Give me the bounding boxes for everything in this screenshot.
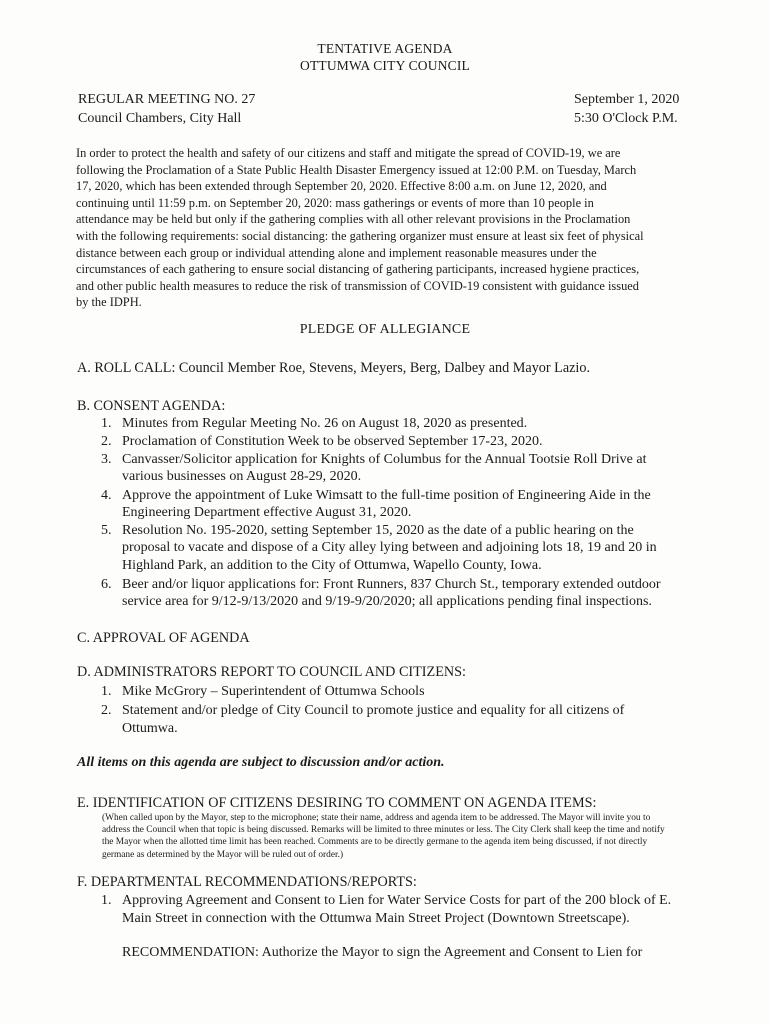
list-number: 2. xyxy=(101,434,112,449)
list-item: Resolution No. 195-2020, setting September 15, 2020 as the date of a public hearing on the xyxy=(122,523,634,538)
list-item-continued: Engineering Department effective August 31, 2020. xyxy=(122,505,412,520)
departmental-heading: F. DEPARTMENTAL RECOMMENDATIONS/REPORTS: xyxy=(77,874,417,890)
list-item: Minutes from Regular Meeting No. 26 on August 18, 2020 as presented. xyxy=(122,416,528,431)
list-item-continued: Main Street in connection with the Ottumwa Main Street Project (Downtown Streetscape). xyxy=(122,911,630,926)
list-number: 1. xyxy=(101,416,112,431)
meeting-location: Council Chambers, City Hall xyxy=(78,111,242,126)
notice-line: with the following requirements: social distancing: the gathering organizer must ensure at least six feet of physical xyxy=(76,228,644,243)
recommendation: RECOMMENDATION: Authorize the Mayor to sign the Agreement and Consent to Lien for xyxy=(122,945,643,960)
list-item: Beer and/or liquor applications for: Front Runners, 837 Church St., temporary extended outdoor xyxy=(122,577,661,592)
notice-line: distance between each group or individual attending alone and implement reasonable measures under the xyxy=(76,245,597,260)
notice-line: and other public health measures to reduce the risk of transmission of COVID-19 consistent with guidance issued xyxy=(76,278,639,293)
pledge-heading: PLEDGE OF ALLEGIANCE xyxy=(299,322,471,337)
list-item: Approving Agreement and Consent to Lien for Water Service Costs for part of the 200 block of E. xyxy=(122,893,672,908)
citizen-comment-rules xyxy=(102,812,665,861)
list-number: 1. xyxy=(101,893,112,908)
notice-line: following the Proclamation of a State Public Health Disaster Emergency issued at 12:00 P.M. on Tuesday, March xyxy=(76,162,637,177)
list-item-continued: various businesses on August 28-29, 2020. xyxy=(122,469,362,484)
rules-line: the Mayor when the allotted time limit has been reached. Comments are to be directly germane to the agenda item being discussed, if not directly xyxy=(102,837,648,848)
list-item: Canvasser/Solicitor application for Knights of Columbus for the Annual Tootsie Roll Drive at xyxy=(122,452,647,467)
notice-line: 17, 2020, which has been extended through September 20, 2020. Effective 8:00 a.m. on June 12, 2020, and xyxy=(76,179,607,194)
list-item: Proclamation of Constitution Week to be observed September 17-23, 2020. xyxy=(122,434,543,449)
agenda-title: TENTATIVE AGENDA xyxy=(317,41,453,56)
list-item: Mike McGrory – Superintendent of Ottumwa Schools xyxy=(122,684,425,699)
notice-line: circumstances of each gathering to ensure social distancing of gathering participants, increased hygiene practices, xyxy=(76,262,640,277)
list-item-continued: service area for 9/12-9/13/2020 and 9/19-9/20/2020; all applications pending final inspections. xyxy=(122,594,652,609)
list-number: 3. xyxy=(101,452,112,467)
notice-line: continuing until 11:59 p.m. on September 20, 2020: mass gatherings or events of more than 10 people in xyxy=(76,195,594,210)
approval-of-agenda: C. APPROVAL OF AGENDA xyxy=(77,630,250,646)
list-number: 5. xyxy=(101,523,112,538)
meeting-number: REGULAR MEETING NO. 27 xyxy=(78,92,256,107)
meeting-time: 5:30 O'Clock P.M. xyxy=(574,111,678,126)
meeting-date: September 1, 2020 xyxy=(574,92,680,107)
list-item-continued: proposal to vacate and dispose of a City alley lying between and adjoining lots 18, 19 and 20 in xyxy=(122,540,657,555)
list-number: 6. xyxy=(101,577,112,592)
notice-line: attendance may be held but only if the gathering complies with all other relevant provisions in the Proclamation xyxy=(76,212,631,227)
notice-line: In order to protect the health and safety of our citizens and staff and mitigate the spread of COVID-19, we are xyxy=(76,146,621,160)
list-item: Statement and/or pledge of City Council to promote justice and equality for all citizens of xyxy=(122,703,625,718)
notice-line: by the IDPH. xyxy=(76,295,142,310)
citizen-comment-heading: E. IDENTIFICATION OF CITIZENS DESIRING TO COMMENT ON AGENDA ITEMS: xyxy=(77,795,597,811)
list-item-continued: Ottumwa. xyxy=(122,721,178,736)
list-number: 1. xyxy=(101,684,112,699)
discussion-note: All items on this agenda are subject to discussion and/or action. xyxy=(77,755,445,770)
rules-line: address the Council when that topic is being discussed. Remarks will be limited to three minutes or less. The City Clerk shall keep the time and notify xyxy=(102,825,665,836)
consent-agenda-heading: B. CONSENT AGENDA: xyxy=(77,398,226,414)
covid-notice xyxy=(76,145,644,311)
rules-line: germane as determined by the Mayor will be ruled out of order.) xyxy=(102,849,344,860)
administrators-report-heading: D. ADMINISTRATORS REPORT TO COUNCIL AND CITIZENS: xyxy=(77,664,466,680)
council-name: OTTUMWA CITY COUNCIL xyxy=(300,58,470,73)
list-item: Approve the appointment of Luke Wimsatt to the full-time position of Engineering Aide in the xyxy=(122,488,651,503)
list-number: 2. xyxy=(101,703,112,718)
rules-line: (When called upon by the Mayor, step to the microphone; state their name, address and agenda item to be addressed. The Mayor will invite you to xyxy=(102,813,651,823)
list-number: 4. xyxy=(101,488,112,503)
list-item-continued: Highland Park, an addition to the City of Ottumwa, Wapello County, Iowa. xyxy=(122,558,542,573)
roll-call: A. ROLL CALL: Council Member Roe, Stevens, Meyers, Berg, Dalbey and Mayor Lazio. xyxy=(77,360,591,376)
